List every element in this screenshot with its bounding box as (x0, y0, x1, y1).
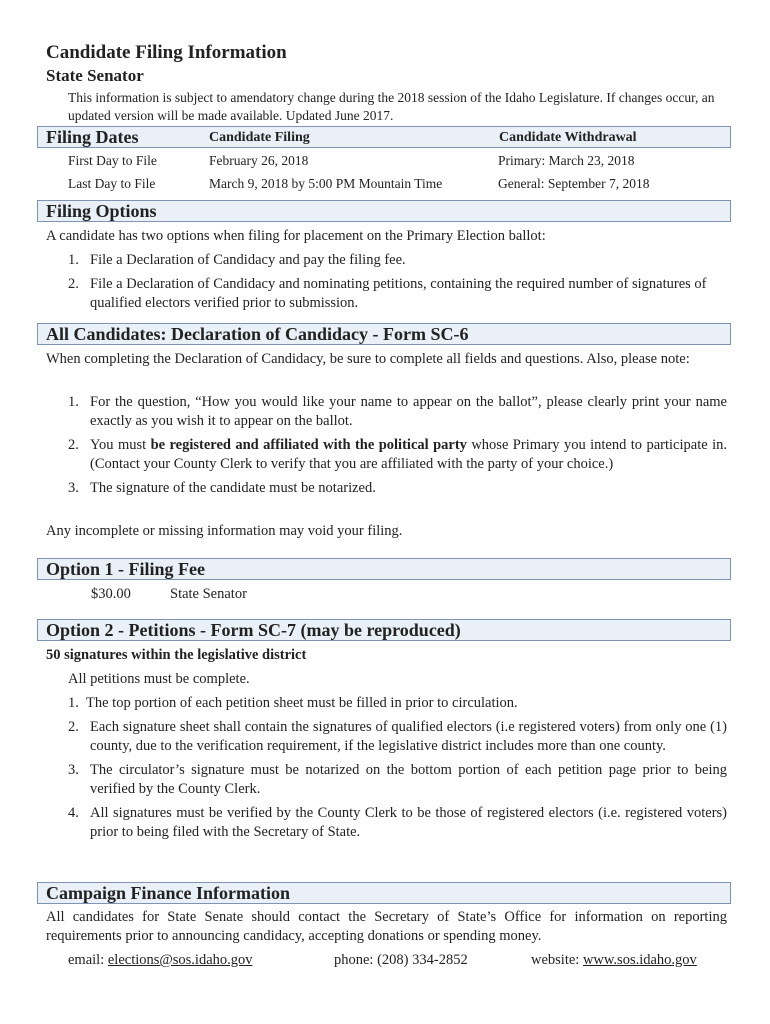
list-item: 1. File a Declaration of Candidacy and pay the filing fee. (68, 252, 406, 268)
list-item: 4. All signatures must be verified by the County Clerk to be those of registered electors (i.e. registered voters) prior to being filed with the Secretary of State. (68, 805, 727, 840)
declaration-intro: When completing the Declaration of Candidacy, be sure to complete all fields and questions. Also, please note: (46, 351, 690, 367)
declaration-heading: All Candidates: Declaration of Candidacy - Form SC-6 (46, 324, 469, 344)
filing-fee-office: State Senator (170, 586, 247, 602)
list-item: 2. Each signature sheet shall contain the signatures of qualified electors (i.e registered voters) from only one (1) county, due to the verification requirement, if the legislative district includes more than one county. (68, 719, 727, 754)
option1-heading: Option 1 - Filing Fee (46, 559, 205, 579)
campaign-finance-heading: Campaign Finance Information (46, 883, 291, 903)
row-withdrawal: Primary: March 23, 2018 (498, 153, 635, 168)
filing-options-header (37, 200, 731, 222)
contact-website: website: www.sos.idaho.gov (531, 952, 697, 968)
filing-dates-heading: Filing Dates (46, 127, 139, 147)
campaign-finance-text: All candidates for State Senate should contact the Secretary of State’s Office for information on reporting requirements prior to announcing candidacy, accepting donations or spending money. (46, 909, 727, 944)
intro-notice: This information is subject to amendatory change during the 2018 session of the Idaho Legislature. If changes occur, an updated version will be made available. Updated June 2017. (68, 90, 715, 123)
filing-options-intro: A candidate has two options when filing for placement on the Primary Election ballot: (46, 228, 546, 244)
petition-requirements-list (68, 694, 727, 842)
option2-note: All petitions must be complete. (68, 671, 250, 687)
declaration-header (37, 323, 731, 345)
row-label: Last Day to File (68, 176, 156, 191)
col-candidate-withdrawal: Candidate Withdrawal (499, 130, 637, 145)
filing-options-list (68, 251, 727, 313)
affiliation-emphasis: be registered and affiliated with the political party (150, 437, 467, 453)
filing-dates-header (37, 126, 731, 148)
page-subtitle: State Senator (46, 66, 144, 85)
list-item: 2. File a Declaration of Candidacy and nominating petitions, containing the required number of signatures of qualified electors verified prior to submission. (68, 276, 707, 311)
row-filing: March 9, 2018 by 5:00 PM Mountain Time (209, 176, 443, 191)
website-link[interactable]: www.sos.idaho.gov (582, 952, 697, 968)
row-filing: February 26, 2018 (209, 153, 309, 168)
contact-email: email: elections@sos.idaho.gov (68, 952, 253, 968)
row-withdrawal: General: September 7, 2018 (498, 176, 650, 191)
email-link[interactable]: elections@sos.idaho.gov (107, 952, 253, 968)
list-item: 1. The top portion of each petition sheet must be filled in prior to circulation. (68, 695, 518, 711)
contact-phone: phone: (208) 334-2852 (334, 952, 468, 968)
list-item: 3. The signature of the candidate must be notarized. (68, 480, 376, 496)
row-label: First Day to File (68, 153, 157, 168)
list-item: 3. The circulator’s signature must be notarized on the bottom portion of each petition page prior to being verified by the County Clerk. (68, 762, 727, 797)
declaration-list (68, 393, 727, 498)
option2-subheading: 50 signatures within the legislative district (46, 647, 307, 663)
filing-fee-amount: $30.00 (91, 586, 131, 602)
declaration-footer: Any incomplete or missing information may void your filing. (46, 523, 403, 539)
list-item: 2. You must be registered and affiliated with the political party whose Primary you intend to participate in. (Contact your County Clerk to verify that you are affiliated with the party of your choice.) (68, 437, 727, 472)
col-candidate-filing: Candidate Filing (209, 130, 310, 145)
page-title: Candidate Filing Information (46, 42, 287, 63)
option2-heading: Option 2 - Petitions - Form SC-7 (may be reproduced) (46, 620, 461, 640)
option1-header (37, 558, 731, 580)
option2-header (37, 619, 731, 641)
list-item: 1. For the question, “How you would like your name to appear on the ballot”, please clearly print your name exactly as you wish it to appear on the ballot. (68, 394, 727, 429)
campaign-finance-header (37, 882, 731, 904)
filing-options-heading: Filing Options (46, 201, 157, 221)
